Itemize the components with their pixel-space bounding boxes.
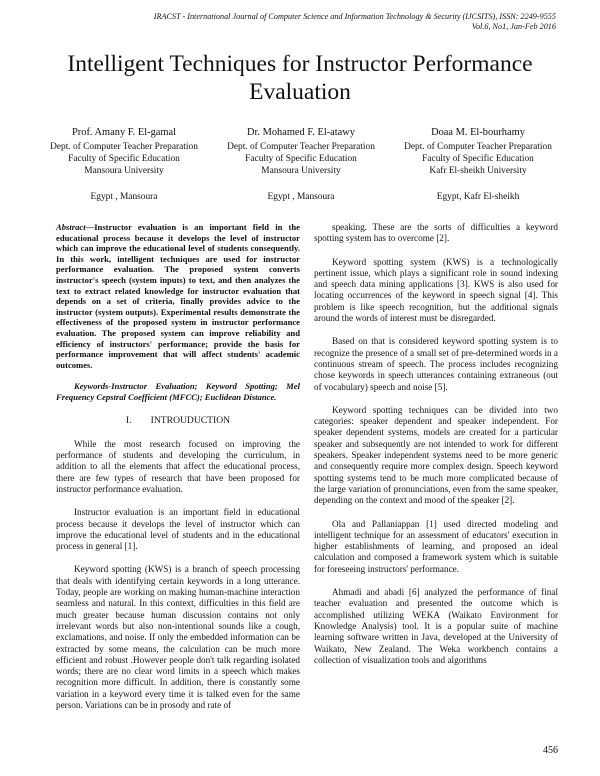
author-name: Prof. Amany F. El-gamal: [72, 127, 176, 138]
body-paragraph: Keyword spotting techniques can be divided into two categories: speaker dependent and speaker independent. For speaker dependent systems, models are created for a particular speaker and subsequently are not intended to work for different speakers. Speaker independent systems need to be more generic and consequently require more complex design. Speech keyword spotting systems tend to be much more complicated because of the large variation of pronunciations, even from the same speaker, depending on the context and mood of the speaker [2].: [314, 404, 558, 506]
body-paragraph: Based on that is considered keyword spotting system is to recognize the presence of a small set of pre-determined words in a continuous stream of speech. The process includes recognizing chose keywords in speech utterances containing extraneous (out of vocabulary) speech and noise [5].: [314, 336, 558, 392]
journal-volume: Vol.6, No1, Jan-Feb 2016: [471, 22, 556, 31]
body-paragraph: Ahmadi and abadi [6] analyzed the performance of final teacher evaluation and presented the outcome which is accomplished utilizing WEKA (Waikato Environment for Knowledge Analysis) tool. It is a popular suite of machine learning software written in Java, developed at the University of Waikato, New Zealand. The Weka workbench contains a collection of visualization tools and algorithms: [314, 587, 558, 665]
body-paragraph: Instructor evaluation is an important field in educational process because it develops the level of instructor which can improve the educational level of students and in the educational process in general [1].: [56, 507, 300, 552]
author-name: Dr. Mohamed F. El-atawy: [247, 127, 355, 138]
author-location: Egypt, Kafr El-sheikh: [436, 192, 520, 202]
author-faculty: Faculty of Specific Education: [68, 154, 180, 164]
left-column: [56, 222, 300, 711]
author-3: [390, 127, 566, 203]
author-name: Doaa M. El-bourhamy: [431, 127, 525, 138]
body-paragraph: speaking. These are the sorts of difficulties a keyword spotting system has to overcome [2].: [314, 222, 558, 244]
author-2: [213, 127, 389, 203]
journal-name: IRACST - International Journal of Computer Science and Information Technology & Security (IJCSITS), ISSN: 2249-9555: [153, 12, 556, 21]
author-dept: Dept. of Computer Teacher Preparation: [227, 142, 375, 152]
author-location: Egypt , Mansoura: [267, 192, 335, 202]
author-university: Mansoura University: [84, 166, 164, 176]
author-location: Egypt , Mansoura: [90, 192, 158, 202]
body-paragraph: Ola and Pallaniappan [1] used directed modeling and intelligent technique for an assessment of educators' execution in higher establishments of learning, and proposed an ideal calculation and composed a framework system which is suitable for foreseeing instructors' performance.: [314, 518, 558, 574]
journal-header: [76, 12, 556, 32]
author-block: [36, 127, 566, 202]
abstract: [56, 222, 300, 370]
keywords: Keywords-Instructor Evaluation; Keyword Spotting; Mel Frequency Cepstral Coefficient (MFCC); Euclidean Distance.: [56, 381, 300, 402]
section-heading: I. INTROUDUCTION: [125, 414, 231, 426]
author-faculty: Faculty of Specific Education: [422, 154, 534, 164]
author-university: Kafr El-sheikh University: [429, 166, 527, 176]
author-university: Mansoura University: [261, 166, 341, 176]
paper-title: Intelligent Techniques for Instructor Performance Evaluation: [67, 51, 533, 105]
body-paragraph: Keyword spotting (KWS) is a branch of speech processing that deals with identifying certain keywords in a long utterance. Today, people are working on making human-machine interaction seamless and natural. In this context, difficulties in this field are much greater because human discussion contains not only irrelevant words but also non-intentional sounds like a cough, exclamations, and noise. If only the embedded information can be extracted by some means, the calculation can be much more efficient and robust .However people don't talk regarding isolated words; there are no clear word limits in a speech which makes recognition more difficult. In addition, there is constantly some variation in a keyword every time it is talked even for the same person. Variations can be in prosody and rate of: [56, 564, 300, 711]
author-dept: Dept. of Computer Teacher Preparation: [50, 142, 198, 152]
abstract-text: —Instructor evaluation is an important field in the educational process because it develops the level of instructor which can improve the educational level of students consequently. In this work, intelligent techniques are used for instructor performance evaluation. The proposed system converts instructor's speech (system inputs) to text, and then analyzes the text to extract related knowledge for instructor evaluation that depends on a set of criteria, finally provides advice to the instructor (system outputs). Experimental results demonstrate the effectiveness of the proposed system in instructor performance evaluation. The proposed system can improve reliability and efficiency of instructors' performance; provide the basis for performance improvement that will affect students' academic outcomes.: [56, 222, 300, 370]
right-column: [314, 222, 558, 666]
page-number: 456: [543, 745, 558, 756]
body-paragraph: While the most research focused on improving the performance of students and developing the curriculum, in addition to all the elements that affect the educational process, there are few types of research that have been proposed for instructor performance evaluation.: [56, 438, 300, 494]
author-1: [36, 127, 212, 203]
abstract-label: Abstract: [56, 222, 86, 232]
author-faculty: Faculty of Specific Education: [245, 154, 357, 164]
body-paragraph: Keyword spotting system (KWS) is a technologically pertinent issue, which plays a significant role in sound indexing and speech data mining applications [3]. KWS is also used for locating occurrences of the keyword in speech signal [4]. This problem is like speech recognition, but the additional signals around the words of interest must be disregarded.: [314, 256, 558, 324]
author-dept: Dept. of Computer Teacher Preparation: [404, 142, 552, 152]
